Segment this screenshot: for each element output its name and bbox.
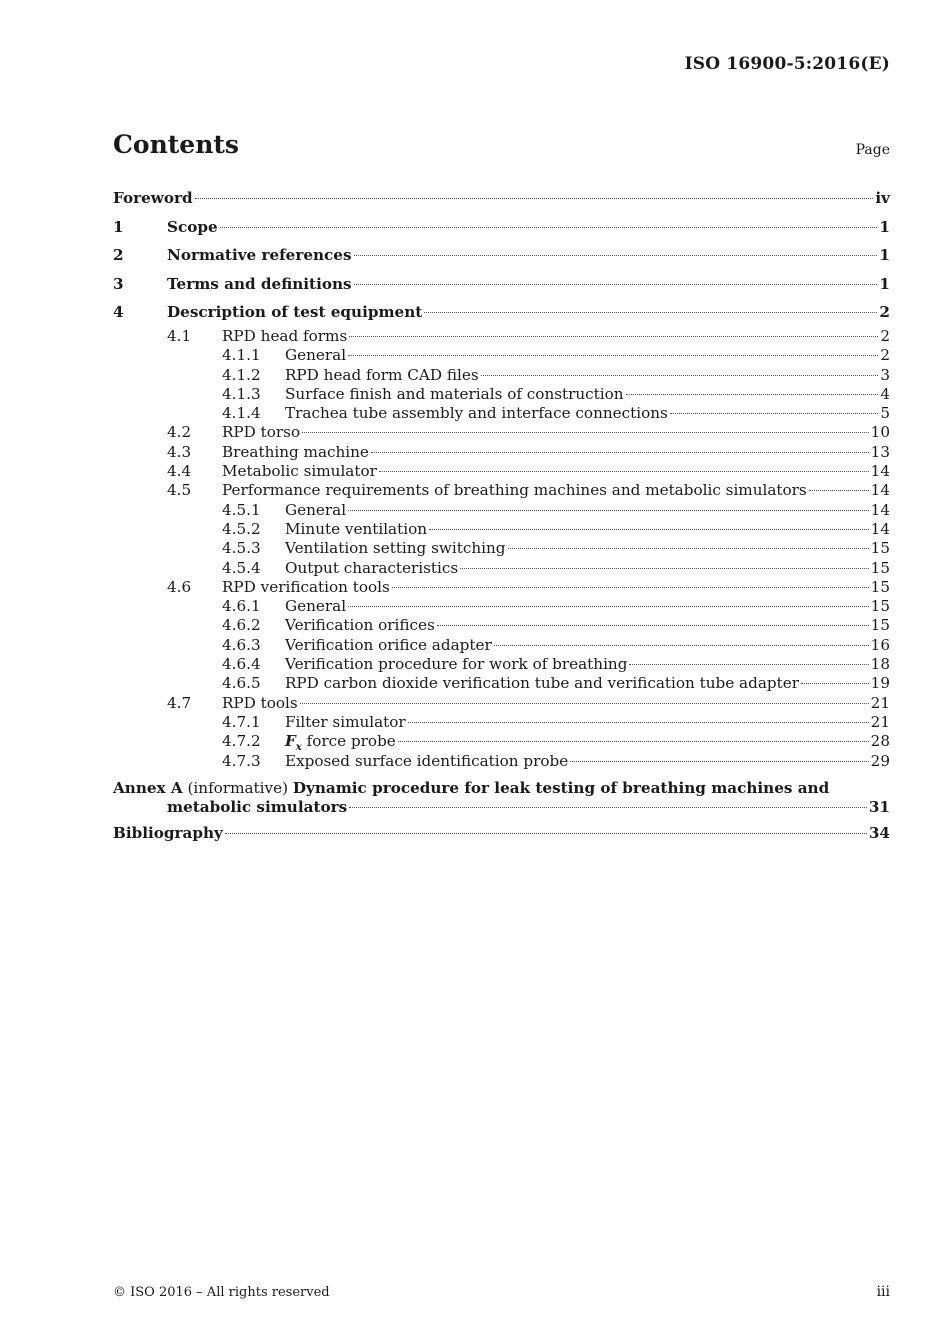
toc-entry-title: Metabolic simulator bbox=[222, 462, 377, 481]
dot-leader bbox=[300, 703, 869, 704]
dot-leader bbox=[809, 490, 869, 491]
toc-entry-page: 19 bbox=[870, 674, 890, 693]
toc-entry-number: 4.2 bbox=[167, 423, 192, 442]
toc-entry-title: RPD torso bbox=[222, 423, 301, 442]
toc-entry-title: Foreword bbox=[113, 189, 193, 207]
toc-entry[interactable] bbox=[113, 520, 890, 539]
page-title: Contents bbox=[113, 130, 240, 159]
dot-leader bbox=[371, 452, 869, 453]
footer-copyright: © ISO 2016 – All rights reserved bbox=[113, 1285, 330, 1300]
toc-entry-title: Breathing machine bbox=[222, 442, 369, 461]
toc-entry[interactable] bbox=[113, 674, 890, 693]
toc-bibliography-entry[interactable] bbox=[113, 819, 890, 848]
toc-entry-page: 3 bbox=[880, 365, 890, 384]
toc-entry-page: 2 bbox=[879, 303, 890, 322]
toc-entry-title: Trachea tube assembly and interface connections bbox=[285, 404, 668, 423]
toc-entry[interactable] bbox=[113, 655, 890, 674]
annex-title-line1: Dynamic procedure for leak testing of breathing machines and bbox=[292, 778, 830, 797]
toc-entry-number: 4.6.4 bbox=[222, 655, 261, 674]
standard-code: ISO 16900-5:2016(E) bbox=[684, 54, 890, 74]
toc-entry-title: Verification orifice adapter bbox=[285, 635, 492, 654]
toc-entry-number: 4.5 bbox=[167, 481, 192, 500]
toc-entry[interactable] bbox=[113, 694, 890, 713]
dot-leader bbox=[392, 587, 869, 588]
dot-leader bbox=[801, 683, 869, 684]
toc-entry-title: Minute ventilation bbox=[285, 519, 427, 538]
toc-entry-title: General bbox=[285, 597, 347, 616]
dot-leader bbox=[354, 284, 878, 285]
toc-entry-title: Description of test equipment bbox=[167, 303, 423, 322]
toc-entry-page: 14 bbox=[870, 462, 890, 481]
toc-entry[interactable] bbox=[113, 270, 890, 299]
toc-entry[interactable] bbox=[113, 298, 890, 327]
dot-leader bbox=[302, 432, 869, 433]
toc-entry[interactable] bbox=[113, 404, 890, 423]
dot-leader bbox=[348, 606, 869, 607]
dot-leader bbox=[460, 568, 868, 569]
toc-entry-page: 5 bbox=[880, 404, 890, 423]
toc-entry-title: Output characteristics bbox=[285, 558, 459, 577]
toc-entry-page: 2 bbox=[880, 326, 890, 345]
annex-title-line2: metabolic simulators bbox=[167, 797, 348, 816]
toc-entry-title: RPD head form CAD files bbox=[285, 365, 479, 384]
toc-entry-page: iv bbox=[875, 189, 890, 207]
toc-entry[interactable] bbox=[113, 327, 890, 346]
toc-entry[interactable] bbox=[113, 501, 890, 520]
toc-entry-title: General bbox=[285, 346, 347, 365]
toc-entry[interactable] bbox=[113, 481, 890, 500]
toc-entry-title: Normative references bbox=[167, 246, 352, 265]
toc-entry-number: 4.6 bbox=[167, 577, 192, 596]
dot-leader bbox=[349, 807, 867, 808]
bibliography-label: Bibliography bbox=[113, 823, 223, 842]
toc-entry[interactable] bbox=[113, 539, 890, 558]
toc-entry-title: RPD tools bbox=[222, 693, 298, 712]
toc-entry[interactable] bbox=[113, 732, 890, 754]
annex-label: Annex A bbox=[113, 778, 183, 797]
dot-leader bbox=[508, 548, 869, 549]
toc-entry[interactable] bbox=[113, 636, 890, 655]
toc-entry-number: 4.7.2 bbox=[222, 732, 261, 751]
toc-entry[interactable] bbox=[113, 713, 890, 732]
toc-entry[interactable] bbox=[113, 366, 890, 385]
dot-leader bbox=[629, 664, 868, 665]
dot-leader bbox=[408, 722, 869, 723]
dot-leader bbox=[348, 355, 878, 356]
toc-entry-page: 1 bbox=[879, 246, 890, 265]
toc-entry-number: 4.5.3 bbox=[222, 539, 261, 558]
toc-entry[interactable] bbox=[113, 752, 890, 771]
dot-leader bbox=[437, 625, 869, 626]
toc-entry-title: Scope bbox=[167, 217, 218, 236]
toc-entry[interactable] bbox=[113, 462, 890, 481]
toc-entry-page: 15 bbox=[870, 597, 890, 616]
toc-entry-page: 21 bbox=[870, 693, 890, 712]
dot-leader bbox=[481, 375, 879, 376]
footer-page-number: iii bbox=[876, 1284, 890, 1300]
page-column-label: Page bbox=[855, 142, 890, 158]
toc-entry-title: Exposed surface identification probe bbox=[285, 751, 569, 770]
toc-entries bbox=[113, 184, 890, 771]
dot-leader bbox=[626, 394, 879, 395]
toc-entry[interactable] bbox=[113, 346, 890, 365]
toc-entry-page: 15 bbox=[870, 577, 890, 596]
toc-entry-page: 29 bbox=[870, 751, 890, 770]
toc-entry-page: 14 bbox=[870, 500, 890, 519]
dot-leader bbox=[670, 413, 879, 414]
toc-entry-number: 3 bbox=[113, 274, 124, 293]
annex-page: 31 bbox=[868, 797, 890, 816]
toc-entry-page: 2 bbox=[880, 346, 890, 365]
toc-entry-number: 4.1.2 bbox=[222, 365, 261, 384]
toc-entry-page: 14 bbox=[870, 519, 890, 538]
toc-entry-page: 18 bbox=[870, 655, 890, 674]
dot-leader bbox=[354, 255, 878, 256]
toc-entry-number: 4.1 bbox=[167, 326, 192, 345]
toc-entry[interactable] bbox=[113, 241, 890, 270]
toc-entry-number: 4.5.2 bbox=[222, 519, 261, 538]
toc-entry-title: Terms and definitions bbox=[167, 274, 352, 293]
toc-entry-page: 16 bbox=[870, 635, 890, 654]
toc-entry-title: Ventilation setting switching bbox=[285, 539, 506, 558]
toc-entry-page: 1 bbox=[879, 217, 890, 236]
toc-entry-number: 4.5.1 bbox=[222, 500, 261, 519]
dot-leader bbox=[379, 471, 869, 472]
toc-entry-page: 28 bbox=[870, 732, 890, 751]
toc-entry[interactable] bbox=[113, 184, 890, 213]
dot-leader bbox=[220, 227, 878, 228]
toc-entry-number: 1 bbox=[113, 217, 124, 236]
toc-entry[interactable] bbox=[113, 213, 890, 242]
toc-entry-title: Performance requirements of breathing machines and metabolic simulators bbox=[222, 481, 807, 500]
toc-entry-page: 15 bbox=[870, 616, 890, 635]
toc-annex-entry[interactable] bbox=[113, 779, 890, 818]
toc-entry-title: Filter simulator bbox=[285, 712, 406, 731]
toc-entry-page: 1 bbox=[879, 274, 890, 293]
dot-leader bbox=[429, 529, 869, 530]
dot-leader bbox=[570, 761, 868, 762]
toc-entry-title: RPD carbon dioxide verification tube and verification tube adapter bbox=[285, 674, 799, 693]
toc-entry-number: 4.6.5 bbox=[222, 674, 261, 693]
toc-entry-title: Surface finish and materials of construction bbox=[285, 384, 624, 403]
toc-entry-number: 4.7 bbox=[167, 693, 192, 712]
toc-entry-number: 4.6.2 bbox=[222, 616, 261, 635]
dot-leader bbox=[348, 510, 869, 511]
toc-entry-page: 15 bbox=[870, 539, 890, 558]
toc-entry-number: 4.7.3 bbox=[222, 751, 261, 770]
toc-entry-title-subscript: x bbox=[295, 742, 302, 754]
toc-entry-number: 4.6.1 bbox=[222, 597, 261, 616]
dot-leader bbox=[494, 645, 869, 646]
toc-entry[interactable] bbox=[113, 597, 890, 616]
toc-entry-page: 13 bbox=[870, 442, 890, 461]
toc-entry-number: 4.5.4 bbox=[222, 558, 261, 577]
toc-entry[interactable] bbox=[113, 443, 890, 462]
toc-entry-title-rest: force probe bbox=[301, 732, 396, 751]
dot-leader bbox=[195, 198, 874, 199]
toc-entry-title: RPD verification tools bbox=[222, 577, 390, 596]
toc-entry-number: 4.6.3 bbox=[222, 635, 261, 654]
toc-entry-page: 4 bbox=[880, 384, 890, 403]
toc-entry-number: 4 bbox=[113, 303, 124, 322]
dot-leader bbox=[225, 833, 867, 834]
table-of-contents bbox=[113, 184, 890, 847]
toc-entry-number: 4.7.1 bbox=[222, 712, 261, 731]
toc-entry[interactable] bbox=[113, 423, 890, 442]
toc-entry-number: 2 bbox=[113, 246, 124, 265]
toc-entry-number: 4.1.1 bbox=[222, 346, 261, 365]
toc-entry-title: Verification orifices bbox=[285, 616, 435, 635]
dot-leader bbox=[398, 741, 869, 742]
toc-entry-page: 21 bbox=[870, 712, 890, 731]
toc-entry-number: 4.1.4 bbox=[222, 404, 261, 423]
dot-leader bbox=[424, 312, 877, 313]
toc-entry-title: Verification procedure for work of breathing bbox=[285, 655, 628, 674]
toc-entry-title-symbol: F bbox=[285, 732, 296, 751]
toc-entry-page: 10 bbox=[870, 423, 890, 442]
toc-entry-page: 14 bbox=[870, 481, 890, 500]
toc-entry-number: 4.3 bbox=[167, 442, 192, 461]
toc-entry[interactable] bbox=[113, 559, 890, 578]
toc-entry-title-symbol-wrap bbox=[285, 732, 302, 754]
toc-entry-title: General bbox=[285, 500, 347, 519]
toc-entry-page: 15 bbox=[870, 558, 890, 577]
bibliography-page: 34 bbox=[868, 823, 890, 842]
toc-entry[interactable] bbox=[113, 385, 890, 404]
toc-entry[interactable] bbox=[113, 616, 890, 635]
annex-type: (informative) bbox=[182, 778, 293, 797]
toc-entry-number: 4.4 bbox=[167, 462, 192, 481]
dot-leader bbox=[349, 336, 878, 337]
toc-entry-title: RPD head forms bbox=[222, 326, 348, 345]
toc-entry[interactable] bbox=[113, 578, 890, 597]
toc-entry-number: 4.1.3 bbox=[222, 384, 261, 403]
